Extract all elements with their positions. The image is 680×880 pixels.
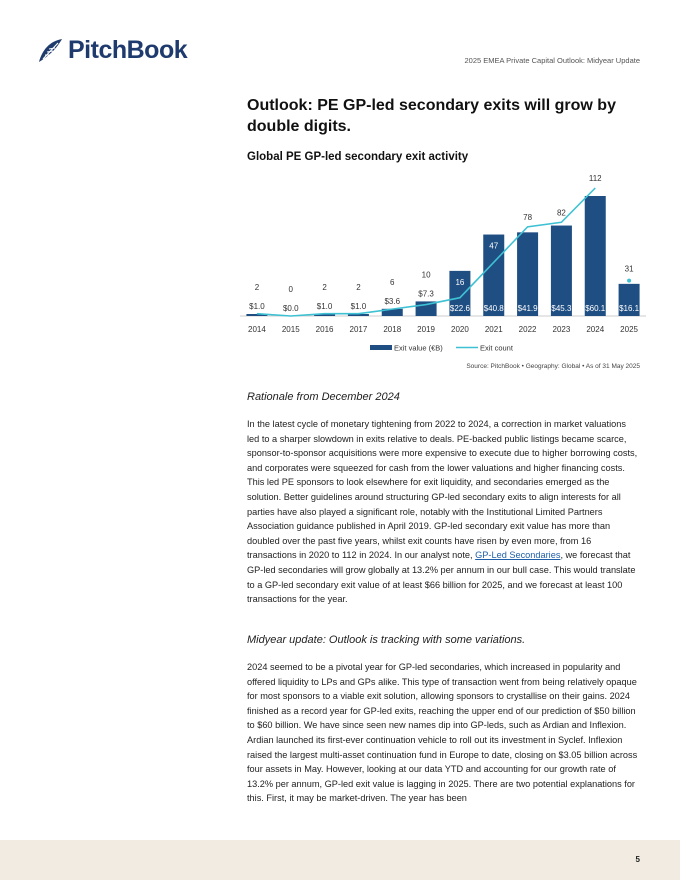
x-tick-2023: 2023 (552, 325, 571, 334)
count-label-2016: 2 (322, 283, 327, 293)
report-title: 2025 EMEA Private Capital Outlook: Midyear Update (464, 56, 640, 65)
legend-label-exit-count: Exit count (480, 343, 513, 353)
count-label-2017: 2 (356, 283, 361, 293)
count-label-2024: 112 (588, 174, 602, 183)
chart-title: Global PE GP-led secondary exit activity (247, 151, 469, 163)
midyear-paragraph: 2024 seemed to be a pivotal year for GP-led secondaries, which increased in popularity and offered liquidity to LPs and GPs alike. This type of transaction went from being relatively opaque for most sponsors to a viable exit solution, allowing sponsors to crystallise on their gains. 2024 finished as a record year for GP-led exits, reaching the upper end of our prediction of $50 billion to $60 billion. We have since seen new names dip into GP-leds, such as Ardian and Inflexion. Ardian launched its first-ever continuation vehicle to roll out its investment in Syclef. Inflexion raised the largest multi-asset continuation fund in Europe to date, closing on $3.05 billion across four assets in May. However, looking at our data YTD and accounting for our growth rate of 13.2% per annum, GP-led exit value is lagging in 2025. There are two potential explanations for this. First, it may be market-driven. The year has been (247, 662, 638, 804)
x-tick-2019: 2019 (417, 325, 435, 334)
x-tick-2024: 2024 (586, 325, 605, 334)
bar-2023 (551, 226, 572, 316)
page-headline: Outlook: PE GP-led secondary exits will grow by double digits. (247, 97, 616, 135)
section-heading-midyear: Midyear update: Outlook is tracking with some variations. (247, 634, 526, 646)
bar-2024 (585, 196, 606, 316)
bar-label-2017: $1.0 (350, 302, 367, 312)
x-tick-2020: 2020 (451, 325, 469, 334)
chart-source: Source: PitchBook • Geography: Global • As of 31 May 2025 (466, 363, 640, 370)
x-tick-2016: 2016 (315, 325, 334, 334)
x-tick-2014: 2014 (248, 325, 266, 334)
count-label-2020: 16 (455, 277, 465, 287)
exit-count-point-2025 (627, 279, 631, 283)
page-number: 5 (635, 855, 640, 864)
x-tick-2022: 2022 (518, 325, 537, 334)
count-label-2022: 78 (523, 212, 533, 222)
bar-label-2024: $60.1 (585, 304, 606, 313)
x-tick-2017: 2017 (349, 325, 368, 334)
count-label-2021: 47 (489, 241, 499, 251)
rationale-text-1: In the latest cycle of monetary tightening from 2022 to 2024, a correction in market valuations led to a sharper slowdown in exits relative to deals. PE-backed public listings became scarce, sponsor-to-sponsor acquisitions were more expensive to execute due to higher borrowing costs, and corporates were squeezed for cash from the lower valuations and higher financing costs. This led PE sponsors to look elsewhere for exit liquidity, and secondaries emerged as the solution. Better guidelines around structuring GP-led secondary exits to align interests for all parties have also played a significant role, notably with the Institutional Limited Partners Association guidance published in April 2019. GP-led secondary exit value has more than doubled over the past five years, whilst exit counts have risen by even more, from 16 transactions in 2020 to 112 in 2024. In our analyst note, (247, 419, 638, 561)
count-label-2014: 2 (254, 283, 260, 293)
x-tick-2015: 2015 (281, 325, 300, 334)
bar-label-2022: $41.9 (517, 304, 538, 313)
logo-text: PitchBook (68, 36, 188, 64)
x-tick-2025: 2025 (620, 325, 638, 334)
bar-label-2014: $1.0 (249, 302, 265, 312)
count-label-2019: 10 (421, 270, 431, 280)
rationale-text-2: , we forecast that GP-led secondaries will grow globally at 13.2% per annum in our bull case. This would translate to a GP-led secondary exit value of at least $66 billion for 2025, and we forecast at least 100 transactions for the year. (247, 550, 636, 605)
bar-label-2020: $22.6 (449, 304, 470, 313)
pitchbook-logo (36, 36, 187, 65)
x-tick-2021: 2021 (484, 325, 503, 334)
count-label-2015: 0 (288, 285, 293, 294)
exit-activity-chart (240, 168, 650, 360)
pitchbook-leaf-icon (36, 38, 64, 64)
x-tick-2018: 2018 (383, 325, 402, 334)
count-label-2025: 31 (624, 264, 634, 274)
legend-label-exit-value: Exit value (€B) (394, 343, 443, 353)
rationale-paragraph (247, 417, 640, 607)
count-label-2023: 82 (556, 208, 566, 218)
page-footer (0, 840, 680, 880)
bar-label-2019: $7.3 (418, 289, 434, 299)
count-label-2018: 6 (390, 277, 395, 287)
bar-label-2025: $16.1 (619, 304, 640, 313)
legend-swatch-exit-value (370, 345, 392, 350)
section-heading-rationale: Rationale from December 2024 (247, 391, 400, 403)
bar-label-2015: $0.0 (282, 304, 299, 313)
bar-label-2023: $45.3 (551, 304, 572, 313)
bar-label-2018: $3.6 (384, 296, 401, 306)
bar-label-2016: $1.0 (316, 302, 333, 312)
bar-label-2021: $40.8 (483, 304, 504, 313)
gp-led-secondaries-link[interactable]: GP-Led Secondaries (475, 550, 561, 561)
